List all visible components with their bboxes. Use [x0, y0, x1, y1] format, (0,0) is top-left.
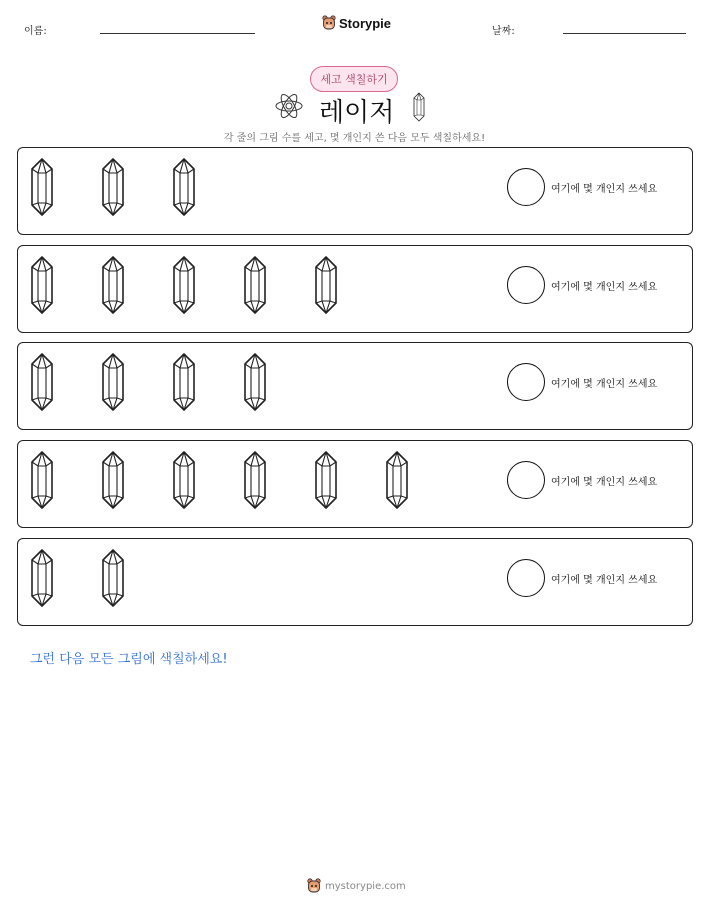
bear-mascot-icon [307, 878, 321, 894]
count-row [17, 440, 693, 528]
answer-circle[interactable] [507, 168, 545, 206]
name-line[interactable] [100, 33, 255, 34]
answer-label: 여기에 몇 개인지 쓰세요 [551, 281, 658, 293]
footer-instruction: 그런 다음 모든 그림에 색칠하세요! [30, 652, 228, 667]
crystal-icon[interactable] [101, 450, 125, 514]
crystal-icon[interactable] [243, 255, 267, 319]
answer-label: 여기에 몇 개인지 쓰세요 [551, 477, 658, 489]
answer-circle[interactable] [507, 559, 545, 597]
answer-circle[interactable] [507, 461, 545, 499]
crystal-icon[interactable] [101, 352, 125, 416]
crystal-icon[interactable] [243, 352, 267, 416]
crystal-icon[interactable] [30, 548, 54, 612]
crystal-icon[interactable] [30, 157, 54, 221]
count-row [17, 245, 693, 333]
name-label: 이름: [24, 26, 47, 37]
crystal-icon[interactable] [172, 255, 196, 319]
brand-name: Storypie [339, 15, 392, 31]
crystal-icon[interactable] [243, 450, 267, 514]
answer-circle[interactable] [507, 266, 545, 304]
crystal-icon [413, 92, 425, 122]
answer-label: 여기에 몇 개인지 쓰세요 [551, 574, 658, 586]
bear-mascot-icon [322, 15, 336, 31]
answer-label: 여기에 몇 개인지 쓰세요 [551, 379, 658, 391]
crystal-icon[interactable] [30, 352, 54, 416]
crystal-icon[interactable] [172, 450, 196, 514]
crystal-icon[interactable] [30, 255, 54, 319]
count-row [17, 342, 693, 430]
footer-url: mystorypie.com [325, 880, 406, 892]
date-line[interactable] [563, 33, 686, 34]
answer-label: 여기에 몇 개인지 쓰세요 [551, 184, 658, 195]
atom-icon [274, 91, 304, 121]
count-row [17, 538, 693, 626]
crystal-icon[interactable] [314, 450, 338, 514]
crystal-icon[interactable] [172, 352, 196, 416]
count-row [17, 147, 693, 235]
date-label: 날짜: [492, 26, 515, 37]
crystal-icon[interactable] [385, 450, 409, 514]
crystal-icon[interactable] [30, 450, 54, 514]
crystal-icon[interactable] [101, 548, 125, 612]
page-title: 레이저 [319, 98, 395, 128]
instruction-text: 각 줄의 그림 수를 세고, 몇 개인지 쓴 다음 모두 색칠하세요! [223, 133, 486, 144]
crystal-icon[interactable] [172, 157, 196, 221]
answer-circle[interactable] [507, 363, 545, 401]
footer [307, 878, 406, 894]
crystal-icon[interactable] [314, 255, 338, 319]
activity-badge: 세고 색칠하기 [310, 66, 398, 92]
brand-logo [322, 13, 391, 33]
crystal-icon[interactable] [101, 255, 125, 319]
crystal-icon[interactable] [101, 157, 125, 221]
